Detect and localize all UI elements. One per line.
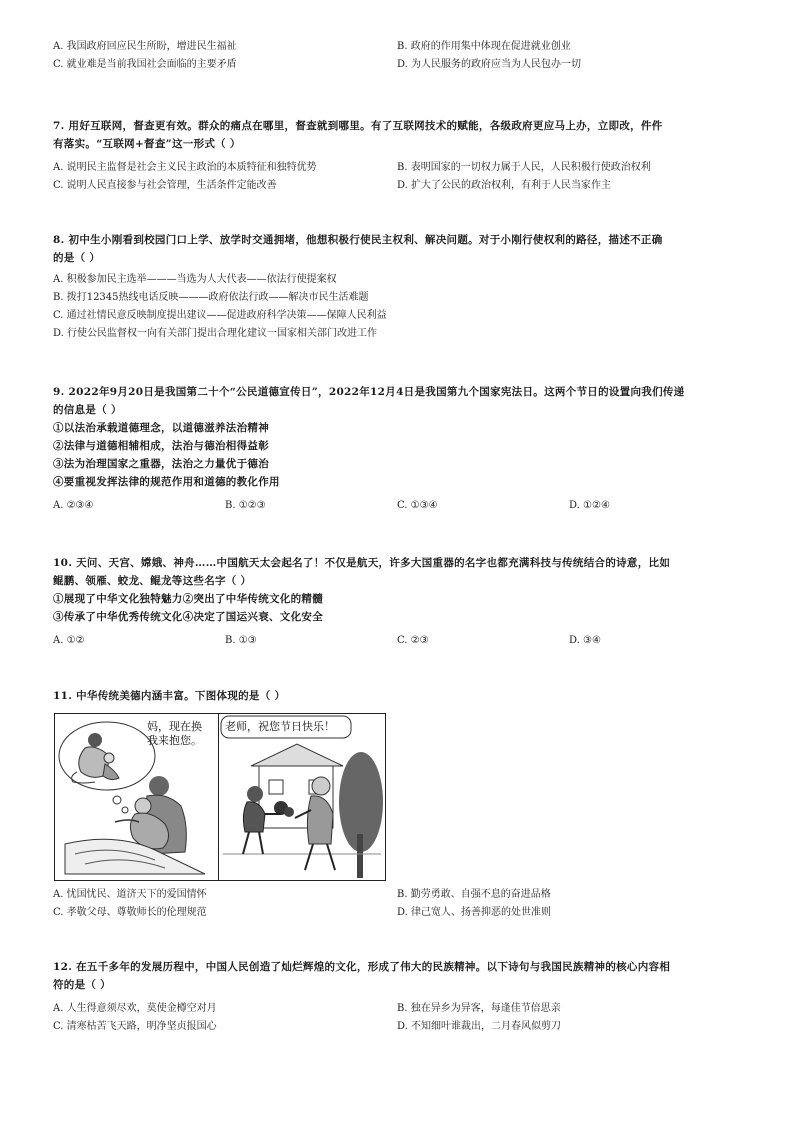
option-b[interactable]: B. ①②③ — [225, 500, 266, 511]
option-b[interactable]: B. 政府的作用集中体现在促进就业创业 — [397, 41, 571, 52]
option-d[interactable]: D. 律己宽人、扬善抑恶的处世准则 — [397, 907, 552, 918]
options-row-1 — [53, 38, 743, 56]
option-b[interactable]: B. ①③ — [225, 635, 257, 646]
options-row-2 — [53, 56, 743, 74]
option-d[interactable]: D. 扩大了公民的政治权利，有利于人民当家作主 — [397, 180, 612, 191]
question-stem: 9. 2022年9月20日是我国第二十个“公民道德宣传日”，2022年12月4日是我国第九个国家宪法日。这两个节日的设置向我们传递 — [53, 386, 685, 398]
option-c[interactable]: C. 孝敬父母、尊敬师长的伦理规范 — [53, 907, 207, 918]
option-c[interactable]: C. 说明人民直接参与社会管理，生活条件定能改善 — [53, 180, 277, 191]
question-stem: 7. 用好互联网，督查更有效。群众的痛点在哪里，督查就到哪里。有了互联网技术的赋能，各级政府更应马上办，立即改，件件 — [53, 120, 663, 132]
option-d[interactable]: D. 不知细叶谁裁出，二月春风似剪刀 — [397, 1021, 562, 1032]
question-stem: 10. 天问、天宫、嫦娥、神舟……中国航天太会起名了！不仅是航天，许多大国重器的名字也都充满科技与传统结合的诗意，比如 — [53, 557, 671, 569]
option-a[interactable]: A. 人生得意须尽欢，莫使金樽空对月 — [53, 1003, 217, 1014]
question-9 — [53, 383, 743, 515]
option-a[interactable]: A. ②③④ — [53, 500, 94, 511]
options-row-1 — [53, 886, 743, 904]
question-11-options — [53, 886, 743, 922]
options-row-2 — [53, 1018, 743, 1036]
comic-illustration — [54, 713, 386, 881]
statement-1-2: ①展现了中华文化独特魅力②突出了中华传统文化的精髓 — [53, 593, 323, 605]
question-stem-cont: 有落实。“互联网+督查”这一形式（ ） — [53, 138, 241, 150]
option-b[interactable]: B. 勤劳勇敢、自强不息的奋进品格 — [397, 889, 551, 900]
question-stem-cont: 符的是（ ） — [53, 979, 111, 991]
option-c[interactable]: C. 就业难是当前我国社会面临的主要矛盾 — [53, 59, 237, 70]
question-stem: 11. 中华传统美德内涵丰富。下图体现的是（ ） — [53, 690, 286, 702]
option-a[interactable]: A. 积极参加民主选举———当选为人大代表——依法行使提案权 — [53, 274, 337, 285]
options-row-2 — [53, 904, 743, 922]
question-stem-cont: 的是（ ） — [53, 252, 101, 264]
question-7 — [53, 117, 743, 195]
question-10 — [53, 554, 743, 650]
option-a[interactable]: A. 说明民主监督是社会主义民主政治的本质特征和独特优势 — [53, 162, 317, 173]
options-row-1 — [53, 159, 743, 177]
option-a[interactable]: A. 我国政府回应民生所盼，增进民生福祉 — [53, 41, 237, 52]
option-a[interactable]: A. 忧国忧民、道济天下的爱国情怀 — [53, 889, 207, 900]
question-stem-cont: 鲲鹏、领雁、蛟龙、鲲龙等这些名字（ ） — [53, 575, 252, 587]
question-stem: 8. 初中生小刚看到校园门口上学、放学时交通拥堵，他想积极行使民主权利、解决问题。对于小刚行使权利的路径，描述不正确 — [53, 234, 663, 246]
comic-right-panel — [219, 714, 385, 880]
options-row — [53, 632, 743, 650]
options-row-1 — [53, 1000, 743, 1018]
options-row — [53, 497, 743, 515]
option-c[interactable]: C. ①③④ — [397, 500, 438, 511]
option-c[interactable]: C. 通过社情民意反映制度提出建议——促进政府科学决策——保障人民利益 — [53, 310, 387, 321]
speech-bubble-left — [147, 720, 202, 748]
option-b[interactable]: B. 表明国家的一切权力属于人民，人民积极行使政治权利 — [397, 162, 651, 173]
option-d[interactable]: D. ①②④ — [569, 500, 610, 511]
question-6 — [53, 38, 743, 74]
question-stem: 12. 在五千多年的发展历程中，中国人民创造了灿烂辉煌的文化，形成了伟大的民族精神。以下诗句与我国民族精神的核心内容相 — [53, 961, 671, 973]
option-d[interactable]: D. ③④ — [569, 635, 601, 646]
option-c[interactable]: C. ②③ — [397, 635, 429, 646]
speech-bubble-right: 老师，祝您节日快乐！ — [225, 720, 335, 733]
speech-line-1: 妈，现在换 — [147, 720, 202, 733]
statement-1: ①以法治承载道德理念，以道德滋养法治精神 — [53, 422, 269, 434]
option-a[interactable]: A. ①② — [53, 635, 85, 646]
speech-line-2: 我来抱您。 — [147, 734, 202, 747]
option-d[interactable]: D. 行使公民监督权一向有关部门提出合理化建议一国家相关部门改进工作 — [53, 328, 378, 339]
question-stem-cont: 的信息是（ ） — [53, 404, 122, 416]
question-11 — [53, 687, 743, 705]
statement-3-4: ③传承了中华优秀传统文化④决定了国运兴衰、文化安全 — [53, 611, 323, 623]
statement-3: ③法为治理国家之重器，法治之力量优于德治 — [53, 458, 269, 470]
option-c[interactable]: C. 清寒枯苦飞天路，明净坚贞报国心 — [53, 1021, 217, 1032]
statement-4: ④要重视发挥法律的规范作用和道德的教化作用 — [53, 476, 280, 488]
question-12 — [53, 958, 743, 1036]
statement-2: ②法律与道德相辅相成，法治与德治相得益彰 — [53, 440, 269, 452]
question-8 — [53, 231, 743, 343]
options-row-2 — [53, 177, 743, 195]
option-b[interactable]: B. 拨打12345热线电话反映———政府依法行政——解决市民生活难题 — [53, 292, 369, 303]
option-d[interactable]: D. 为人民服务的政府应当为人民包办一切 — [397, 59, 582, 70]
option-b[interactable]: B. 独在异乡为异客，每逢佳节倍思亲 — [397, 1003, 561, 1014]
